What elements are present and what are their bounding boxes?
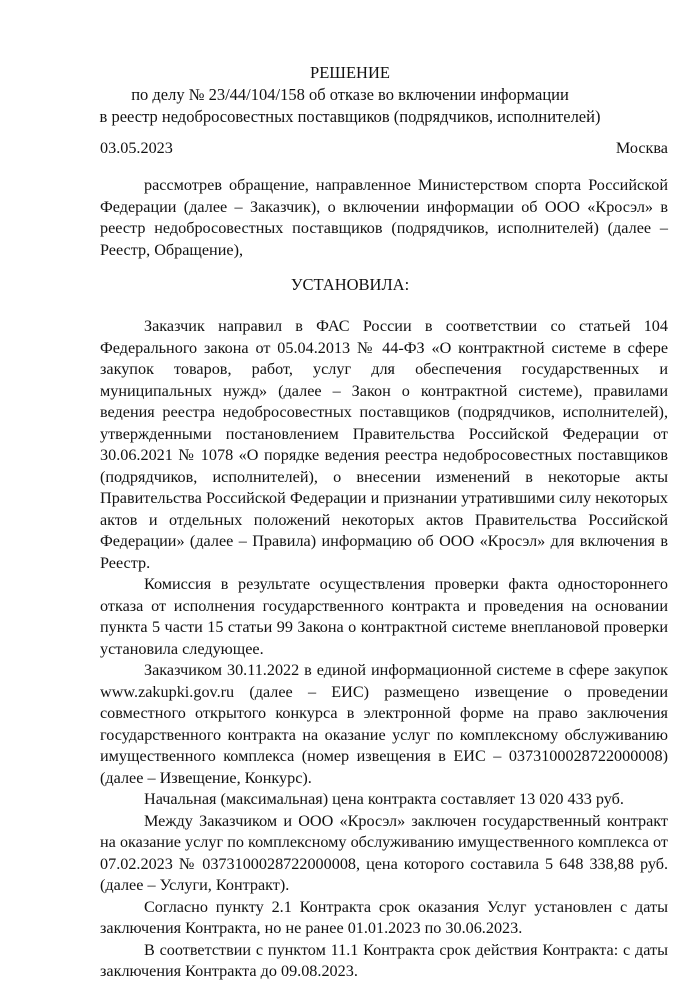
document-date: 03.05.2023 — [100, 139, 173, 157]
paragraph-2: Комиссия в результате осуществления проверки факта одностороннего отказа от исполнения государственного контракта и проведения на основании пункта 5 части 15 статьи 99 Закона о контрактной системе внеплановой проверки установила следующее. — [100, 575, 668, 658]
document-subtitle-line-1: по делу № 23/44/104/158 об отказе во включении информации — [131, 85, 569, 104]
intro-paragraph — [100, 175, 668, 261]
body-text — [100, 316, 668, 983]
paragraph-3: Заказчиком 30.11.2022 в единой информационной системе в сфере закупок www.zakupki.gov.ru (далее – ЕИС) размещено извещение о проведении совместного открытого конкурса в электронной форме на право заключения государственного контракта на оказание услуг по комплексному обслуживанию имущественного комплекса (номер извещения в ЕИС – 0373100028722000008) (далее – Извещение, Конкурс). — [100, 661, 668, 787]
paragraph-5: Между Заказчиком и ООО «Кросэл» заключен государственный контракт на оказание услуг по комплексному обслуживанию имущественного комплекса от 07.02.2023 № 0373100028722000008, цена которого составила 5 648 338,88 руб. (далее – Услуги, Контракт). — [100, 811, 668, 894]
intro-text: рассмотрев обращение, направленное Министерством спорта Российской Федерации (далее – Заказчик), о включении информации об ООО «Кросэл» в реестр недобросовестных поставщиков (подрядчиков, исполнителей) (далее – Реестр, Обращение), — [100, 176, 668, 259]
paragraph-6: Согласно пункту 2.1 Контракта срок оказания Услуг установлен с даты заключения Контракта, но не ранее 01.01.2023 по 30.06.2023. — [100, 897, 668, 937]
paragraph-4: Начальная (максимальная) цена контракта составляет 13 020 433 руб. — [144, 790, 624, 808]
paragraph-1: Заказчик направил в ФАС России в соответствии со статьей 104 Федерального закона от 05.04.2013 № 44-ФЗ «О контрактной системе в сфере закупок товаров, работ, услуг для обеспечения государственных и муниципальных нужд» (далее – Закон о контрактной системе), правилами ведения реестра недобросовестных поставщиков (подрядчиков, исполнителей), утвержденными постановлением Правительства Российской Федерации от 30.06.2021 № 1078 «О порядке ведения реестра недобросовестных поставщиков (подрядчиков, исполнителей), о внесении изменений в некоторые акты Правительства Российской Федерации и признании утратившими силу некоторых актов и отдельных положений некоторых актов Правительства Российской Федерации» (далее – Правила) информацию об ООО «Кросэл» для включения в Реестр. — [100, 317, 668, 572]
section-title: УСТАНОВИЛА: — [290, 275, 410, 294]
document-title: РЕШЕНИЕ — [310, 63, 390, 82]
document-city: Москва — [615, 139, 668, 157]
paragraph-7: В соответствии с пунктом 11.1 Контракта срок действия Контракта: с даты заключения Контракта до 09.08.2023. — [100, 940, 668, 980]
document-subtitle-line-2: в реестр недобросовестных поставщиков (подрядчиков, исполнителей) — [99, 107, 601, 126]
